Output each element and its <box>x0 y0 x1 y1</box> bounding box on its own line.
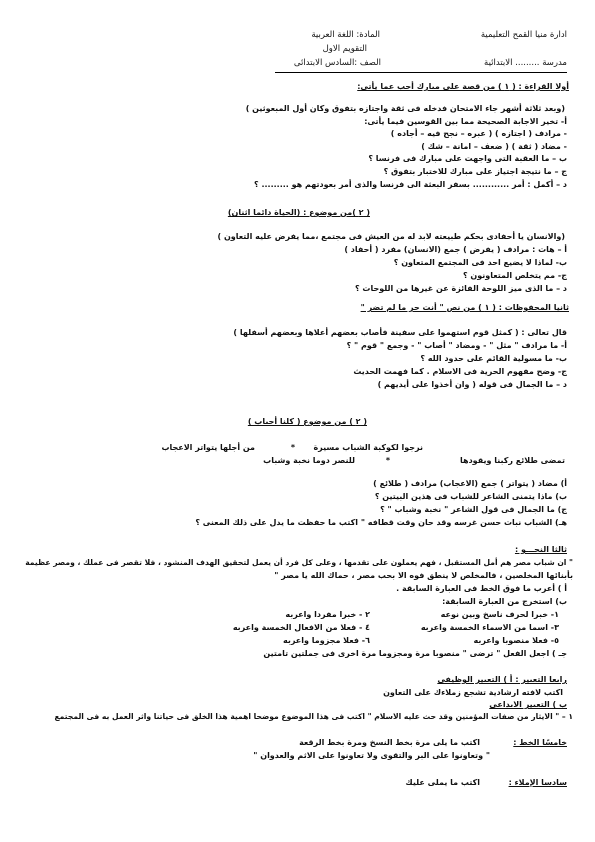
reading-q-b: ب – ما العقبة التى واجهت على مبارك فى فرنسا ؟ <box>368 154 567 163</box>
topic2-title: ( ٢ )من موضوع : (الحياة دائما اثنان) <box>227 208 370 217</box>
memorized-q-d: د – ما الجمال فى قوله ( وان أخذوا على أيديهم ) <box>377 380 567 389</box>
grammar-q-a: أ ) أعرب ما فوق الخط فى العبارة السابقة . <box>396 584 567 593</box>
poem-verse1-first: نرجوا لكوكبة الشباب مسيرة <box>313 443 423 452</box>
grammar-q-b: ب) استخرج من العبارة السابقة: <box>442 597 567 606</box>
composition-functional: اكتب لافته ارشادية تشجع زملاءك على التعاون <box>383 688 563 697</box>
reading-q-c: ج – ما نتيجة اجتياز على مبارك للاختبار بتفوق ؟ <box>383 167 567 176</box>
grammar-item-2: ٢ - خبرا مفردا واعربه <box>285 610 370 619</box>
poem-q-c: ج) ما الجمال فى قول الشاعر " نخبة وشباب " ؟ <box>380 505 567 514</box>
admin-name: ادارة منيا القمح التعليمية <box>480 30 567 40</box>
memorized-q-b: ب- ما مسولية القائم على حدود الله ؟ <box>420 354 567 363</box>
grammar-item-5: ٥- فعلا منصوبا واعربه <box>473 636 559 645</box>
topic2-q-a: أ – هات : مرادف ( يفرض ) جمع (الانسان) مفرد ( أحفاد ) <box>344 245 567 254</box>
grade: الصف :السادس الابتدائى <box>293 58 381 68</box>
poem-q-b: ب) ماذا يتمنى الشاعر للشباب فى هذين البيتين ؟ <box>374 492 567 501</box>
poem-star-1: * <box>290 443 295 452</box>
poem-verse1-second: من أجلها يتواتر الاعجاب <box>161 443 255 452</box>
poem-star-2: * <box>385 456 390 465</box>
topic2-q-c: ج- مم يتخلص المتعاونون ؟ <box>462 271 567 280</box>
grammar-q-c: جـ ) اجعل الفعل " ترضى " منصوبا مرة ومجزوما مرة اخرى فى جملتين تامتين <box>263 649 567 658</box>
school-name: مدرسة ......... الابتدائية <box>484 58 567 68</box>
handwriting-instruction: اكتب ما يلى مرة بخط النسخ ومرة بخط الرقعة <box>299 738 480 747</box>
poem-verse2-second: للنصر دوما نخبة وشباب <box>263 456 355 465</box>
grammar-paragraph-2: بأبنائها المخلصين ، فالمخلص لا ينطق فوه الا بحب مصر ، حماك الله يا مصر " <box>274 571 573 580</box>
header-divider <box>275 72 567 73</box>
grammar-title: ثالثا النحـــو : <box>514 545 567 554</box>
exam-title: التقويم الاول <box>322 44 367 54</box>
grammar-item-4: ٤ - فعلا من الافعال الخمسة واعربه <box>232 623 370 632</box>
topic2-passage: (والانسان يا أحفادى بحكم طبيعته لابد له من العيش فى مجتمع ،مما يفرض عليه التعاون ) <box>217 232 565 241</box>
reading-q-d: د – أكمل : أمر ............ بسفر البعثة الى فرنسا والذى أمر بعودتهم هو ......... ؟ <box>254 180 567 189</box>
reading-q-a1: - مرادف ( اجتازه ) ( عبره – نجح فيه – أجاده ) <box>390 129 567 138</box>
handwriting-text: " وتعاونوا على البر والتقوى ولا تعاونوا على الاثم والعدوان " <box>253 751 490 760</box>
reading-q-a2: - مضاد ( ثقة ) ( ضعف – امانة – شك ) <box>421 142 567 151</box>
dictation-instruction: اكتب ما يملى عليك <box>405 778 480 787</box>
topic2-q-b: ب- لماذا لا يضيع احد فى المجتمع المتعاون ؟ <box>393 258 567 267</box>
grammar-paragraph-1: " ان شباب مصر هم أمل المستقبل ، فهم يعملون على تقدمها ، وعلى كل فرد أن يعمل لتحقيق الهدف المنشود ، فلا تقصر فى عملك ، ومصر عظيمة <box>25 558 573 567</box>
reading-passage: (وبعد ثلاثة أشهر جاء الامتحان فدخله فى ثقة واجتازه بتفوق وكان أول المبعوثين ) <box>245 104 565 113</box>
poem-q-a: أ) مضاد ( يتواتر ) جمع (الاعجاب) مرادف ( طلائع ) <box>373 479 567 488</box>
reading-title: أولا القراءة : ( ١ ) من قصة على مبارك أجب عما يأتى: <box>357 82 569 91</box>
handwriting-title: خامسًا الخط : <box>513 738 567 747</box>
subject: المادة: اللغة العربية <box>311 30 380 40</box>
memorized-q-a: أ- ما مرادف " مثل " - ومضاد " أصاب " - وجمع " قوم " ؟ <box>346 341 567 350</box>
poem-verse2-first: تمضى طلائع ركبنا ويقودها <box>460 456 565 465</box>
grammar-item-6: ٦- فعلا مجزوما واعربه <box>282 636 370 645</box>
topic2-q-d: د – ما الذى ميز اللوحة الفائزة عن غيرها من اللوحات ؟ <box>355 284 567 293</box>
memorized-q-c: ج- وضح مفهوم الحرية فى الاسلام . كما فهمت الحديث <box>353 367 567 376</box>
composition-title: رابعا التعبير : أ ) التعبير الوظيفى <box>437 675 567 684</box>
memorized-title: ثانيا المحفوظات : ( ١ ) من نص " أنت حر ما لم تضر " <box>360 303 569 312</box>
poem-q-h: هـ) الشباب نبات حسن غرسه وقد حان وقت قطافه " اكتب ما حفظت ما يدل على ذلك المعنى ؟ <box>195 518 567 527</box>
composition-creative: ١ – " الايثار من صفات المؤمنين وقد حث عليه الاسلام " اكتب فى هذا الموضوع موضحا اهمية هذا الخلق فى حياتنا واثر العمل به فى المجتمع <box>54 712 573 721</box>
composition-creative-title: ب ) التعبير الابداعى <box>489 700 567 709</box>
reading-q-a: أ- تخير الاجابة الصحيحة مما بين القوسين فيما يأتى: <box>364 117 567 126</box>
grammar-item-3: ٣- اسما من الاسماء الخمسة واعربه <box>420 623 559 632</box>
poem-title: ( ٢ ) من موضوع ( كلنا أحباب ) <box>247 417 367 426</box>
dictation-title: سادسا الإملاء : <box>508 778 567 787</box>
memorized-verse: قال تعالى : ( كمثل قوم استهموا على سفينة فأصاب بعضهم أعلاها وبعضهم أسفلها ) <box>233 328 567 337</box>
grammar-item-1: ١- خبرا لحرف ناسخ وبين نوعه <box>440 610 559 619</box>
